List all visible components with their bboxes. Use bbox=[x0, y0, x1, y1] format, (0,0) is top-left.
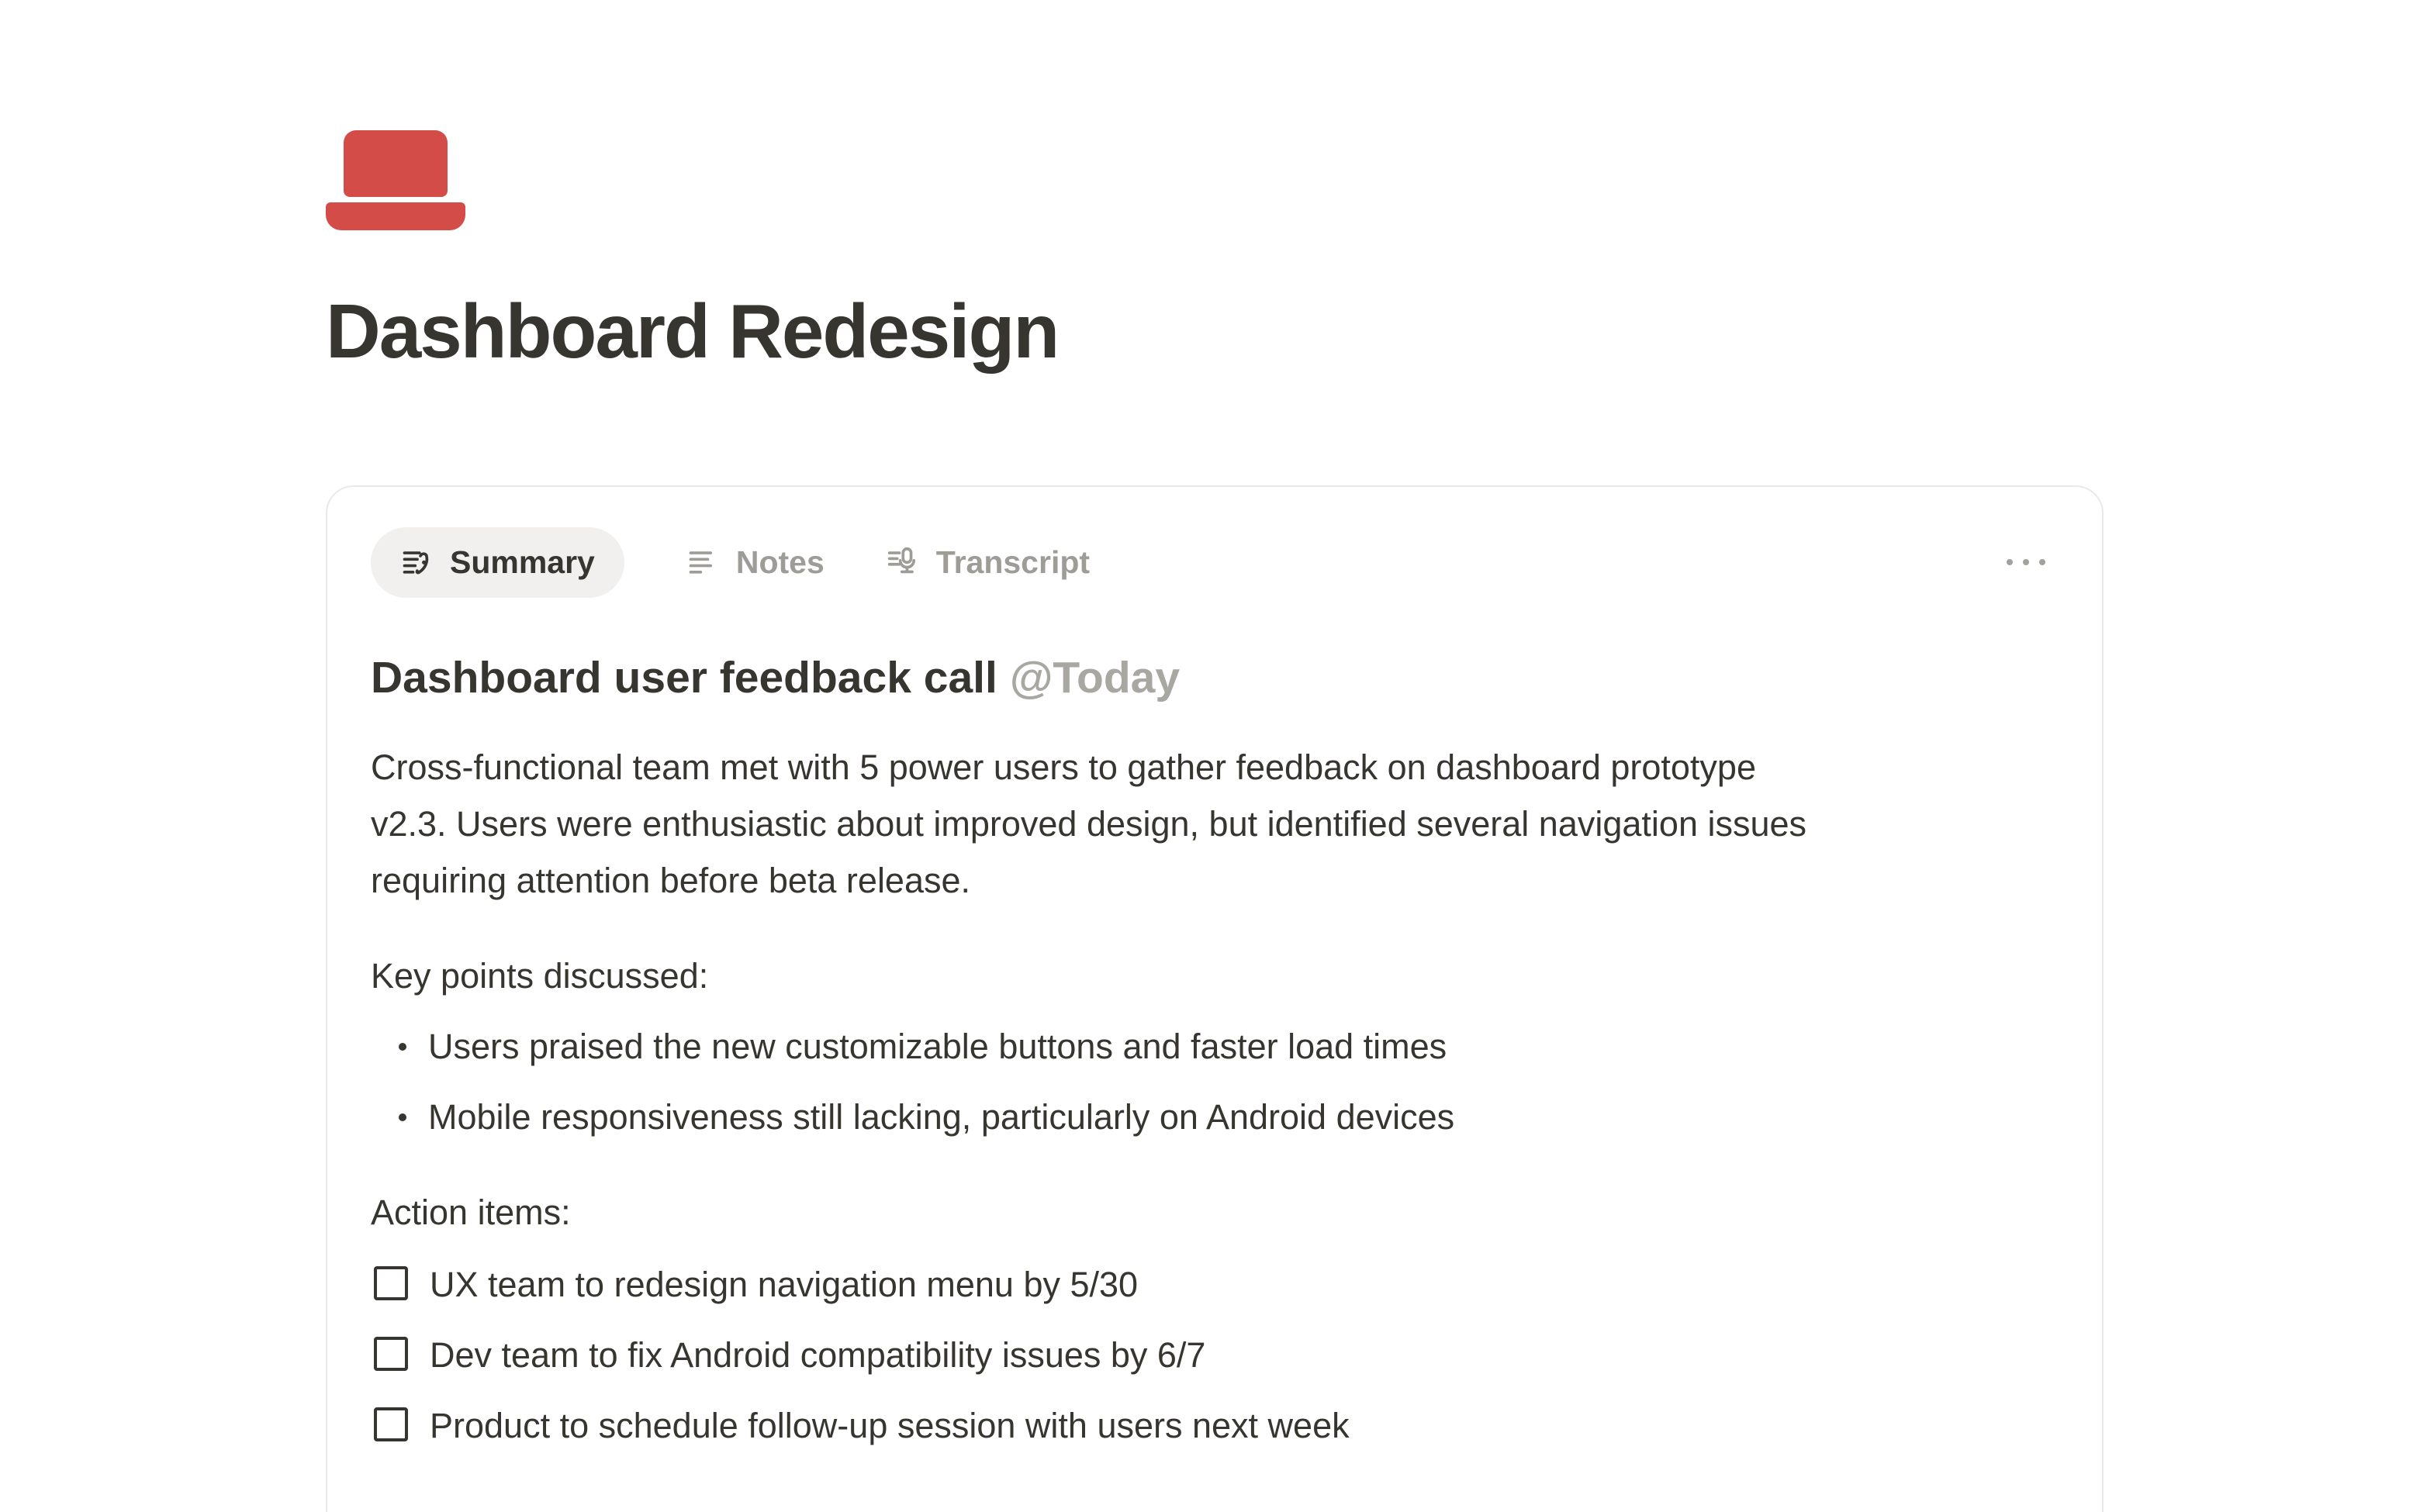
bullet-icon bbox=[399, 1043, 406, 1051]
card-header bbox=[371, 527, 2059, 598]
transcript-icon bbox=[887, 545, 921, 579]
todo-list bbox=[371, 1256, 2059, 1454]
todo-item-text: Product to schedule follow-up session with users next week bbox=[430, 1405, 1350, 1445]
notes-icon bbox=[686, 545, 721, 579]
todo-item[interactable] bbox=[371, 1397, 2059, 1454]
todo-item[interactable] bbox=[371, 1256, 2059, 1313]
list-item[interactable] bbox=[371, 1018, 2059, 1075]
tab-summary[interactable] bbox=[371, 527, 624, 598]
laptop-screen-shape bbox=[344, 130, 448, 197]
paragraph-line: v2.3. Users were enthusiastic about improved design, but identified several navigation issues bbox=[371, 803, 1807, 844]
tab-summary-label: Summary bbox=[450, 544, 595, 580]
bullet-icon bbox=[399, 1113, 406, 1121]
heading-text: Dashboard user feedback call bbox=[371, 652, 997, 702]
key-points-list bbox=[371, 1018, 2059, 1145]
laptop-base-shape bbox=[326, 202, 465, 230]
page-title[interactable]: Dashboard Redesign bbox=[326, 288, 1059, 374]
section-heading[interactable] bbox=[371, 652, 2059, 703]
todo-item[interactable] bbox=[371, 1327, 2059, 1383]
tab-notes-label: Notes bbox=[735, 544, 825, 580]
tab-transcript-label: Transcript bbox=[935, 544, 1091, 580]
tab-bar bbox=[371, 527, 1090, 598]
laptop-icon[interactable] bbox=[326, 130, 465, 230]
paragraph-line: requiring attention before beta release. bbox=[371, 860, 971, 900]
summary-icon bbox=[400, 545, 434, 579]
list-item-text: Users praised the new customizable buttons and faster load times bbox=[428, 1026, 1447, 1066]
paragraph-line: Cross-functional team met with 5 power users to gather feedback on dashboard prototype bbox=[371, 747, 1756, 787]
tab-transcript[interactable] bbox=[887, 544, 1090, 581]
summary-paragraph[interactable] bbox=[371, 739, 2059, 909]
key-points-label[interactable]: Key points discussed: bbox=[371, 955, 709, 996]
document bbox=[326, 0, 2104, 1512]
action-items-label[interactable]: Action items: bbox=[371, 1192, 571, 1232]
list-item[interactable] bbox=[371, 1089, 2059, 1145]
ellipsis-icon bbox=[2004, 557, 2048, 568]
date-mention[interactable]: @Today bbox=[1009, 652, 1181, 702]
todo-item-text: UX team to redesign navigation menu by 5/30 bbox=[430, 1264, 1139, 1304]
more-options-button[interactable] bbox=[1996, 549, 2055, 575]
checkbox-icon[interactable] bbox=[374, 1266, 408, 1300]
card-body bbox=[371, 652, 2059, 1454]
meeting-notes-card bbox=[326, 485, 2104, 1512]
checkbox-icon[interactable] bbox=[374, 1337, 408, 1371]
checkbox-icon[interactable] bbox=[374, 1407, 408, 1441]
todo-item-text: Dev team to fix Android compatibility issues by 6/7 bbox=[430, 1334, 1206, 1375]
list-item-text: Mobile responsiveness still lacking, particularly on Android devices bbox=[428, 1096, 1455, 1137]
tab-notes[interactable] bbox=[686, 544, 825, 581]
